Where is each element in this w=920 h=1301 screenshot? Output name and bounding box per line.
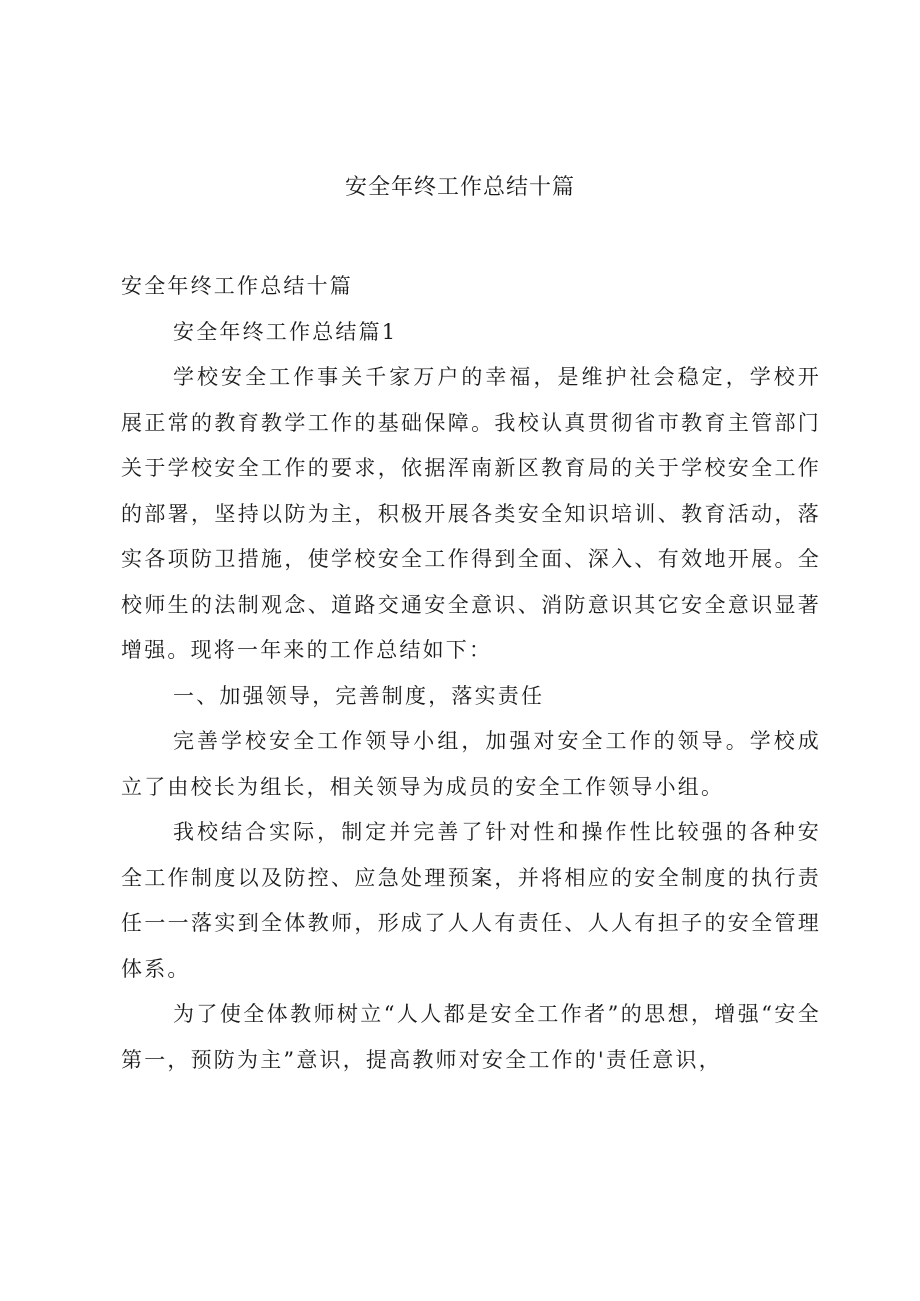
paragraph: 完善学校安全工作领导小组，加强对安全工作的领导。学校成立了由校长为组长，相关领导为成员的安全工作领导小组。: [121, 729, 821, 799]
body-heading: 安全年终工作总结十篇: [121, 274, 353, 298]
document-title: 安全年终工作总结十篇: [344, 175, 575, 200]
paragraph: 为了使全体教师树立“人人都是安全工作者”的思想，增强“安全第一，预防为主”意识，提高教师对安全工作的'责任意识，: [121, 1002, 821, 1072]
subsection-heading: 一、加强领导，完善制度，落实责任: [173, 683, 545, 708]
paragraph: 学校安全工作事关千家万户的幸福，是维护社会稳定，学校开展正常的教育教学工作的基础保障。我校认真贯彻省市教育主管部门关于学校安全工作的要求，依据浑南新区教育局的关于学校安全工作的部署，坚持以防为主，积极开展各类安全知识培训、教育活动，落实各项防卫措施，使学校安全工作得到全面、深入、有效地开展。全校师生的法制观念、道路交通安全意识、消防意识其它安全意识显著增强。现将一年来的工作总结如下：: [121, 365, 821, 662]
section-heading: 安全年终工作总结篇1: [173, 319, 398, 344]
paragraph: 我校结合实际，制定并完善了针对性和操作性比较强的各种安全工作制度以及防控、应急处理预案，并将相应的安全制度的执行责任一一落实到全体教师，形成了人人有责任、人人有担子的安全管理体系。: [121, 820, 821, 981]
document-body: [121, 264, 821, 1083]
